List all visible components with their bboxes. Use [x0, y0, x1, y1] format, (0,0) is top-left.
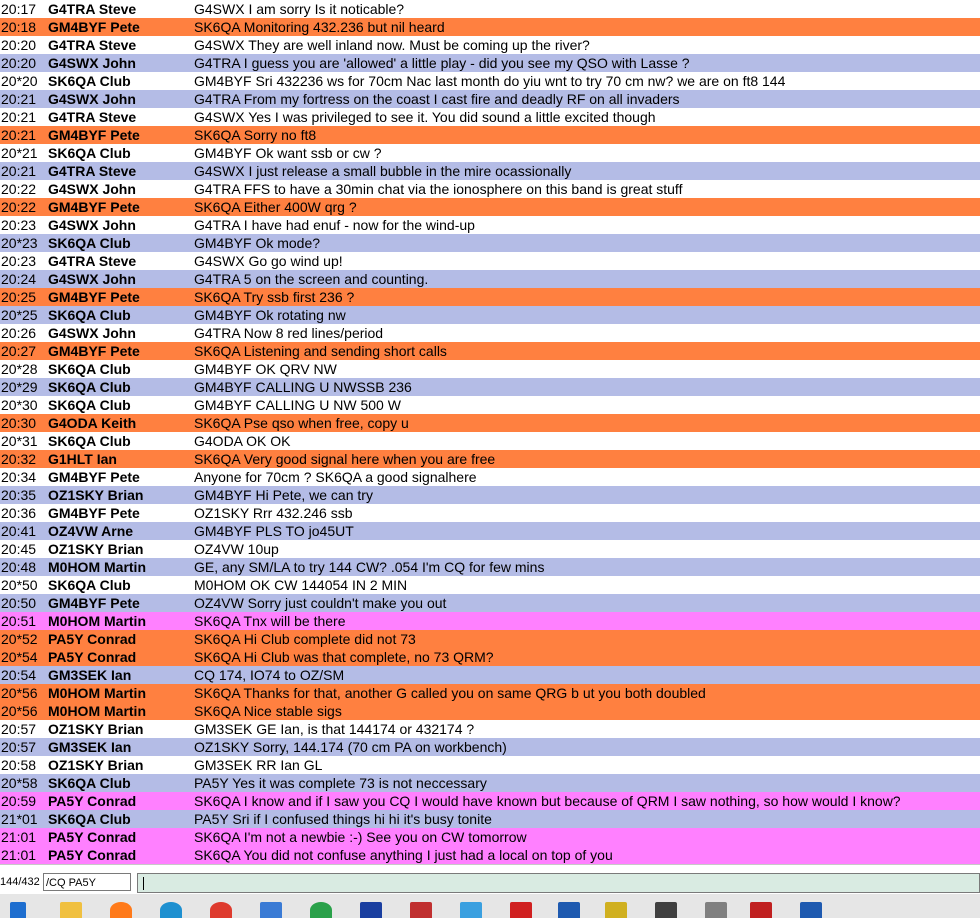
- message-text: GM4BYF Ok rotating nw: [194, 307, 346, 323]
- chat-row[interactable]: [0, 414, 980, 432]
- message-text: SK6QA Monitoring 432.236 but nil heard: [194, 19, 445, 35]
- message-time: 21:01: [1, 829, 37, 845]
- chat-row[interactable]: [0, 234, 980, 252]
- message-text: OZ4VW 10up: [194, 541, 279, 557]
- chat-row[interactable]: [0, 504, 980, 522]
- message-input[interactable]: [137, 873, 980, 893]
- message-time: 20:35: [1, 487, 37, 503]
- message-text: SK6QA Very good signal here when you are free: [194, 451, 496, 467]
- chat-row[interactable]: [0, 0, 980, 18]
- message-time: 20:51: [1, 613, 37, 629]
- message-text: GM3SEK GE Ian, is that 144174 or 432174 ?: [194, 721, 475, 737]
- chat-row[interactable]: [0, 702, 980, 720]
- message-text: SK6QA Listening and sending short calls: [194, 343, 447, 359]
- message-text: GM4BYF CALLING U NW 500 W: [194, 397, 401, 413]
- chat-row[interactable]: [0, 252, 980, 270]
- chat-row[interactable]: [0, 144, 980, 162]
- message-time: 20*21: [1, 145, 38, 161]
- chat-row[interactable]: [0, 324, 980, 342]
- message-text: G4TRA I have had enuf - now for the wind-up: [194, 217, 475, 233]
- message-time: 20:36: [1, 505, 37, 521]
- n1mm-icon[interactable]: [360, 902, 382, 918]
- message-sender[interactable]: PA5Y Conrad: [48, 847, 137, 863]
- message-sender[interactable]: M0HOM Martin: [48, 703, 146, 719]
- message-time: 20:21: [1, 127, 37, 143]
- edge-icon[interactable]: [160, 902, 182, 918]
- message-time: 20*56: [1, 703, 38, 719]
- message-sender[interactable]: G4SWX John: [48, 217, 136, 233]
- display-icon[interactable]: [655, 902, 677, 918]
- message-text: M0HOM OK CW 144054 IN 2 MIN: [194, 577, 408, 593]
- message-text: SK6QA Try ssb first 236 ?: [194, 289, 355, 305]
- message-text: G4SWX I just release a small bubble in the mire ocassionally: [194, 163, 572, 179]
- message-sender[interactable]: PA5Y Conrad: [48, 631, 137, 647]
- message-sender[interactable]: G4SWX John: [48, 91, 136, 107]
- message-sender[interactable]: SK6QA Club: [48, 307, 131, 323]
- message-text: G4SWX Yes I was privileged to see it. You did sound a little excited though: [194, 109, 656, 125]
- message-sender[interactable]: GM4BYF Pete: [48, 505, 140, 521]
- notepad-icon[interactable]: [260, 902, 282, 918]
- message-time: 20*25: [1, 307, 38, 323]
- message-text: G4TRA From my fortress on the coast I cast fire and deadly RF on all invaders: [194, 91, 680, 107]
- text-cursor: [143, 877, 144, 890]
- plane-icon[interactable]: [750, 902, 772, 918]
- message-text: G4SWX I am sorry Is it noticable?: [194, 1, 405, 17]
- message-sender[interactable]: G1HLT Ian: [48, 451, 117, 467]
- message-sender[interactable]: GM4BYF Pete: [48, 289, 140, 305]
- message-text: GM4BYF Ok want ssb or cw ?: [194, 145, 382, 161]
- message-text: SK6QA You did not confuse anything I just had a local on top of you: [194, 847, 613, 863]
- message-time: 20:22: [1, 199, 37, 215]
- message-time: 20*58: [1, 775, 38, 791]
- message-text: SK6QA Tnx will be there: [194, 613, 346, 629]
- message-time: 20:22: [1, 181, 37, 197]
- chat-row[interactable]: [0, 378, 980, 396]
- chat-row[interactable]: [0, 54, 980, 72]
- shield-icon[interactable]: [605, 902, 627, 918]
- chat-row[interactable]: [0, 684, 980, 702]
- message-time: 20:57: [1, 721, 37, 737]
- message-sender[interactable]: G4TRA Steve: [48, 1, 137, 17]
- message-sender[interactable]: M0HOM Martin: [48, 613, 146, 629]
- chat-row[interactable]: [0, 180, 980, 198]
- chat-row[interactable]: [0, 666, 980, 684]
- message-text: G4TRA 5 on the screen and counting.: [194, 271, 429, 287]
- chat-row[interactable]: [0, 288, 980, 306]
- message-sender[interactable]: G4SWX John: [48, 181, 136, 197]
- message-text: OZ1SKY Rrr 432.246 ssb: [194, 505, 353, 521]
- message-time: 20*54: [1, 649, 38, 665]
- message-sender[interactable]: G4SWX John: [48, 55, 136, 71]
- message-text: SK6QA Hi Club was that complete, no 73 QRM?: [194, 649, 494, 665]
- message-sender[interactable]: GM4BYF Pete: [48, 469, 140, 485]
- message-time: 20:41: [1, 523, 37, 539]
- windows-start-icon[interactable]: [10, 902, 26, 918]
- message-sender[interactable]: SK6QA Club: [48, 433, 131, 449]
- message-text: SK6QA Either 400W qrg ?: [194, 199, 357, 215]
- message-time: 20:21: [1, 91, 37, 107]
- message-sender[interactable]: SK6QA Club: [48, 145, 131, 161]
- chat-row[interactable]: [0, 360, 980, 378]
- message-sender[interactable]: SK6QA Club: [48, 361, 131, 377]
- chat-row[interactable]: [0, 846, 980, 864]
- message-sender[interactable]: GM4BYF Pete: [48, 127, 140, 143]
- file-explorer-icon[interactable]: [60, 902, 82, 918]
- message-sender[interactable]: M0HOM Martin: [48, 559, 146, 575]
- chat-row[interactable]: [0, 774, 980, 792]
- message-time: 20:25: [1, 289, 37, 305]
- message-sender[interactable]: SK6QA Club: [48, 397, 131, 413]
- chat-row[interactable]: [0, 540, 980, 558]
- chat-row[interactable]: [0, 738, 980, 756]
- chat-row[interactable]: [0, 216, 980, 234]
- chat-row[interactable]: [0, 36, 980, 54]
- message-time: 20:20: [1, 37, 37, 53]
- message-text: SK6QA Thanks for that, another G called you on same QRG b ut you both doubled: [194, 685, 706, 701]
- chat-row[interactable]: [0, 630, 980, 648]
- message-time: 20:50: [1, 595, 37, 611]
- message-text: SK6QA Hi Club complete did not 73: [194, 631, 416, 647]
- chat-row[interactable]: [0, 270, 980, 288]
- message-time: 20:27: [1, 343, 37, 359]
- message-sender[interactable]: G4TRA Steve: [48, 37, 137, 53]
- message-text: GM3SEK RR Ian GL: [194, 757, 323, 773]
- message-time: 20:48: [1, 559, 37, 575]
- message-text: GM4BYF Ok mode?: [194, 235, 321, 251]
- chat-row[interactable]: [0, 126, 980, 144]
- chat-row[interactable]: [0, 306, 980, 324]
- message-sender[interactable]: M0HOM Martin: [48, 685, 146, 701]
- chat-row[interactable]: [0, 792, 980, 810]
- message-time: 20:58: [1, 757, 37, 773]
- message-sender[interactable]: PA5Y Conrad: [48, 793, 137, 809]
- message-time: 20*23: [1, 235, 38, 251]
- message-sender[interactable]: SK6QA Club: [48, 811, 131, 827]
- message-time: 20:24: [1, 271, 37, 287]
- chat-row[interactable]: [0, 612, 980, 630]
- message-time: 20:23: [1, 217, 37, 233]
- message-text: G4TRA Now 8 red lines/period: [194, 325, 384, 341]
- message-time: 20*30: [1, 397, 38, 413]
- message-sender[interactable]: OZ1SKY Brian: [48, 487, 144, 503]
- chat-row[interactable]: [0, 108, 980, 126]
- message-time: 20:45: [1, 541, 37, 557]
- message-sender[interactable]: SK6QA Club: [48, 577, 131, 593]
- message-sender[interactable]: GM4BYF Pete: [48, 19, 140, 35]
- chat-row[interactable]: [0, 396, 980, 414]
- message-time: 20:18: [1, 19, 37, 35]
- message-text: G4SWX Go go wind up!: [194, 253, 343, 269]
- message-text: GE, any SM/LA to try 144 CW? .054 I'm CQ for few mins: [194, 559, 545, 575]
- message-time: 21*01: [1, 811, 38, 827]
- message-sender[interactable]: OZ1SKY Brian: [48, 721, 144, 737]
- message-text: G4TRA I guess you are 'allowed' a little play - did you see my QSO with Lasse ?: [194, 55, 690, 71]
- message-text: G4ODA OK OK: [194, 433, 291, 449]
- message-time: 20*50: [1, 577, 38, 593]
- chat-row[interactable]: [0, 90, 980, 108]
- message-time: 20:30: [1, 415, 37, 431]
- message-text: SK6QA I'm not a newbie :-) See you on CW tomorrow: [194, 829, 527, 845]
- message-text: G4SWX They are well inland now. Must be coming up the river?: [194, 37, 590, 53]
- chat-row[interactable]: [0, 450, 980, 468]
- message-sender[interactable]: GM3SEK Ian: [48, 667, 132, 683]
- firefox-icon[interactable]: [110, 902, 132, 918]
- chat-row[interactable]: [0, 18, 980, 36]
- message-text: OZ1SKY Sorry, 144.174 (70 cm PA on workbench): [194, 739, 507, 755]
- message-time: 20:20: [1, 55, 37, 71]
- message-sender[interactable]: G4SWX John: [48, 325, 136, 341]
- message-time: 20*31: [1, 433, 38, 449]
- message-time: 20:21: [1, 109, 37, 125]
- chat-row[interactable]: [0, 72, 980, 90]
- message-text: GM4BYF PLS TO jo45UT: [194, 523, 354, 539]
- message-time: 20:59: [1, 793, 37, 809]
- callsign-field[interactable]: /CQ PA5Y: [43, 873, 131, 891]
- message-text: PA5Y Yes it was complete 73 is not neccessary: [194, 775, 487, 791]
- message-sender[interactable]: G4TRA Steve: [48, 253, 137, 269]
- message-sender[interactable]: OZ1SKY Brian: [48, 757, 144, 773]
- message-sender[interactable]: GM3SEK Ian: [48, 739, 132, 755]
- chat-row[interactable]: [0, 468, 980, 486]
- chat-row[interactable]: [0, 810, 980, 828]
- message-time: 20*56: [1, 685, 38, 701]
- chat-row[interactable]: [0, 720, 980, 738]
- message-time: 20:23: [1, 253, 37, 269]
- bird-icon[interactable]: [460, 902, 482, 918]
- message-text: PA5Y Sri if I confused things hi hi it's busy tonite: [194, 811, 492, 827]
- radio-icon[interactable]: [705, 902, 727, 918]
- chat-row[interactable]: [0, 162, 980, 180]
- message-text: SK6QA I know and if I saw you CQ I would have known but because of QRM I saw nothing, so how would I know?: [194, 793, 901, 809]
- chat-row[interactable]: [0, 558, 980, 576]
- chat-row[interactable]: [0, 198, 980, 216]
- message-time: 20:54: [1, 667, 37, 683]
- acrobat-icon[interactable]: [510, 902, 532, 918]
- message-time: 20:57: [1, 739, 37, 755]
- chrome-icon[interactable]: [210, 902, 232, 918]
- message-time: 20*52: [1, 631, 38, 647]
- message-time: 21:01: [1, 847, 37, 863]
- message-time: 20:32: [1, 451, 37, 467]
- chat-row[interactable]: [0, 486, 980, 504]
- message-text: SK6QA Pse qso when free, copy u: [194, 415, 409, 431]
- grid-icon[interactable]: [800, 902, 822, 918]
- input-bar: [0, 864, 980, 895]
- chat-row[interactable]: [0, 648, 980, 666]
- chat-row[interactable]: [0, 756, 980, 774]
- message-sender[interactable]: SK6QA Club: [48, 235, 131, 251]
- message-time: 20:17: [1, 1, 37, 17]
- message-sender[interactable]: GM4BYF Pete: [48, 595, 140, 611]
- message-sender[interactable]: G4ODA Keith: [48, 415, 137, 431]
- globe-icon[interactable]: [310, 902, 332, 918]
- message-sender[interactable]: PA5Y Conrad: [48, 649, 137, 665]
- message-sender[interactable]: OZ4VW Arne: [48, 523, 134, 539]
- message-sender[interactable]: G4SWX John: [48, 271, 136, 287]
- windows-taskbar: [0, 894, 980, 918]
- chat-row[interactable]: [0, 576, 980, 594]
- band-label: 144/432: [0, 876, 40, 888]
- chat-row[interactable]: [0, 522, 980, 540]
- message-text: GM4BYF OK QRV NW: [194, 361, 337, 377]
- chat-row[interactable]: [0, 342, 980, 360]
- message-text: GM4BYF CALLING U NWSSB 236: [194, 379, 412, 395]
- message-text: OZ4VW Sorry just couldn't make you out: [194, 595, 447, 611]
- message-text: GM4BYF Hi Pete, we can try: [194, 487, 373, 503]
- message-time: 20*20: [1, 73, 38, 89]
- message-text: SK6QA Nice stable sigs: [194, 703, 342, 719]
- message-text: G4TRA FFS to have a 30min chat via the ionosphere on this band is great stuff: [194, 181, 683, 197]
- chat-row[interactable]: [0, 594, 980, 612]
- chat-row[interactable]: [0, 828, 980, 846]
- message-sender[interactable]: G4TRA Steve: [48, 109, 137, 125]
- message-sender[interactable]: OZ1SKY Brian: [48, 541, 144, 557]
- app-icon[interactable]: [410, 902, 432, 918]
- message-sender[interactable]: SK6QA Club: [48, 379, 131, 395]
- message-text: Anyone for 70cm ? SK6QA a good signalhere: [194, 469, 477, 485]
- message-text: SK6QA Sorry no ft8: [194, 127, 317, 143]
- message-sender[interactable]: G4TRA Steve: [48, 163, 137, 179]
- message-text: GM4BYF Sri 432236 ws for 70cm Nac last month do yiu wnt to try 70 cm nw? we are on ft8 144: [194, 73, 786, 89]
- message-sender[interactable]: GM4BYF Pete: [48, 199, 140, 215]
- message-time: 20:21: [1, 163, 37, 179]
- message-time: 20:26: [1, 325, 37, 341]
- message-time: 20*29: [1, 379, 38, 395]
- network-icon[interactable]: [558, 902, 580, 918]
- message-sender[interactable]: PA5Y Conrad: [48, 829, 137, 845]
- chat-row[interactable]: [0, 432, 980, 450]
- message-text: CQ 174, IO74 to OZ/SM: [194, 667, 345, 683]
- message-sender[interactable]: GM4BYF Pete: [48, 343, 140, 359]
- message-time: 20:34: [1, 469, 37, 485]
- message-sender[interactable]: SK6QA Club: [48, 73, 131, 89]
- message-time: 20*28: [1, 361, 38, 377]
- message-sender[interactable]: SK6QA Club: [48, 775, 131, 791]
